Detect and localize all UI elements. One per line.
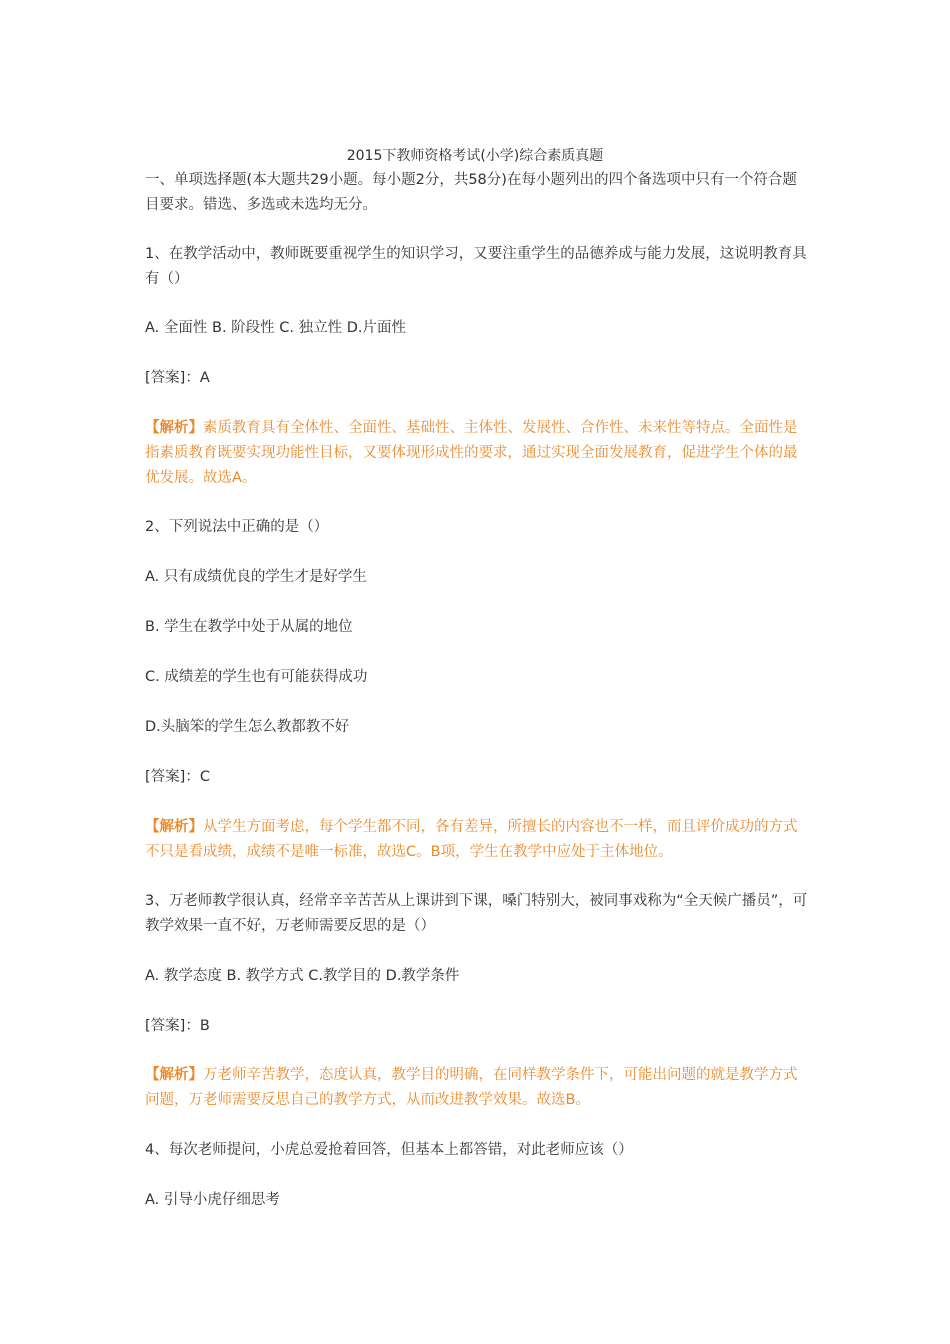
question-1-stem: 1、在教学活动中，教师既要重视学生的知识学习，又要注重学生的品德养成与能力发展，这说明教育具有（） [145,246,807,287]
question-2-analysis [145,815,809,865]
analysis-tag: 【解析】 [145,819,203,835]
section-intro: 一、单项选择题(本大题共29小题。每小题2分，共58分)在每小题列出的四个备选项中只有一个符合题目要求。错选、多选或未选均无分。 [145,172,797,213]
question-3-analysis [145,1063,809,1113]
question-3-stem: 3、万老师教学很认真，经常辛辛苦苦从上课讲到下课，嗓门特别大，被同事戏称为“全天候广播员”，可教学效果一直不好，万老师需要反思的是（） [145,893,808,934]
question-1-analysis [145,416,809,491]
question-2-answer: [答案]：C [145,769,210,785]
analysis-text: 从学生方面考虑，每个学生都不同，各有差异，所擅长的内容也不一样，而且评价成功的方式不只是看成绩，成绩不是唯一标准，故选C。B项，学生在教学中应处于主体地位。 [145,819,798,860]
question-1-options: A. 全面性 B. 阶段性 C. 独立性 D.片面性 [145,320,406,336]
analysis-text: 万老师辛苦教学，态度认真，教学目的明确，在同样教学条件下，可能出问题的就是教学方式问题，万老师需要反思自己的教学方式，从而改进教学效果。故选B。 [145,1067,798,1108]
analysis-tag: 【解析】 [145,420,203,436]
question-4-stem: 4、每次老师提问，小虎总爱抢着回答，但基本上都答错，对此老师应该（） [145,1142,633,1158]
question-3-answer: [答案]：B [145,1018,210,1034]
question-1-answer: [答案]：A [145,370,210,386]
question-4-option-a: A. 引导小虎仔细思考 [145,1192,280,1208]
analysis-tag: 【解析】 [145,1067,203,1083]
question-2-stem: 2、下列说法中正确的是（） [145,519,329,535]
question-2-option-a: A. 只有成绩优良的学生才是好学生 [145,569,367,585]
analysis-text: 素质教育具有全体性、全面性、基础性、主体性、发展性、合作性、未来性等特点。全面性是指素质教育既要实现功能性目标，又要体现形成性的要求，通过实现全面发展教育，促进学生个体的最优发展。故选A。 [145,420,798,486]
question-2-option-c: C. 成绩差的学生也有可能获得成功 [145,669,368,685]
document-title: 2015下教师资格考试(小学)综合素质真题 [346,148,604,164]
question-3-options: A. 教学态度 B. 教学方式 C.教学目的 D.教学条件 [145,968,460,984]
question-2-option-d: D.头脑笨的学生怎么教都教不好 [145,719,350,735]
question-2-option-b: B. 学生在教学中处于从属的地位 [145,619,353,635]
